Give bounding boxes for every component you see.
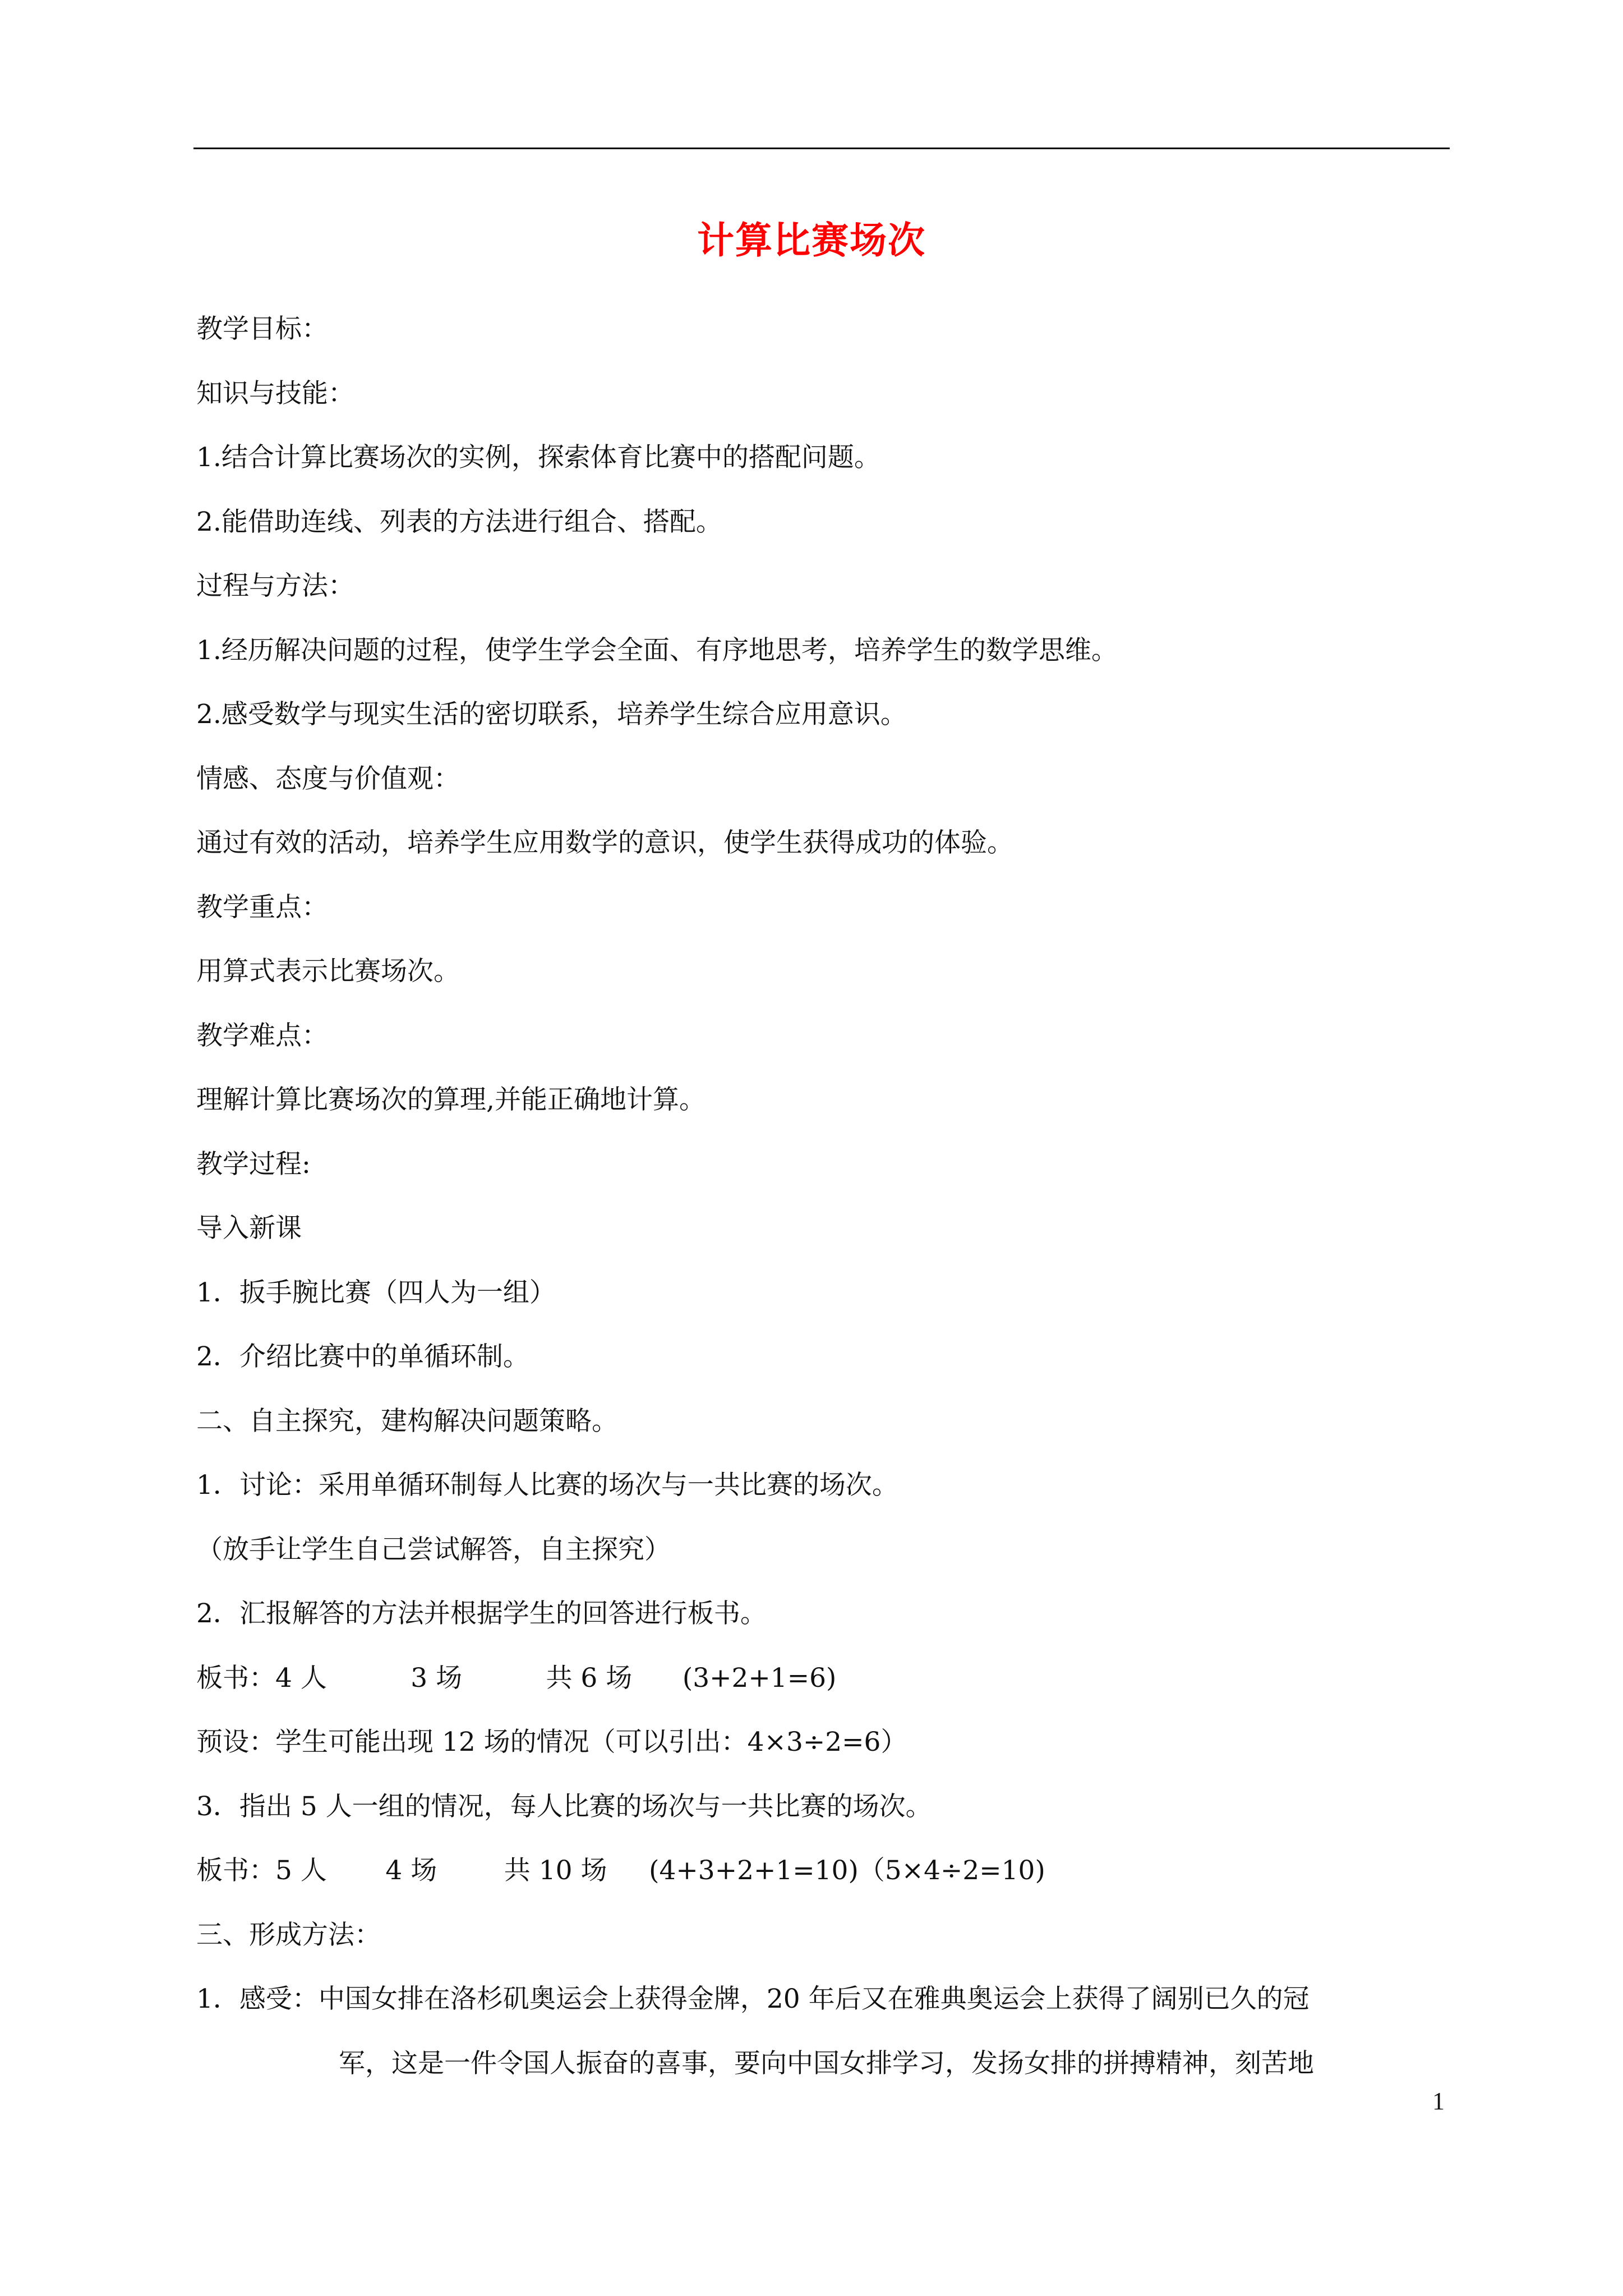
paragraph: 1．感受：中国女排在洛杉矶奥运会上获得金牌，20 年后又在雅典奥运会上获得了阔别已久的冠 (196, 1984, 1310, 2014)
section-heading: 教学重点： (196, 891, 328, 923)
sub-heading: 知识与技能： (196, 378, 354, 409)
paragraph: 2.感受数学与现实生活的密切联系，培养学生综合应用意识。 (196, 699, 907, 730)
sub-heading: 三、形成方法： (196, 1919, 381, 1950)
document-title: 计算比赛场次 (697, 218, 926, 262)
section-heading: 教学目标： (196, 314, 328, 344)
sub-heading: 过程与方法： (196, 570, 354, 601)
paragraph: 1．扳手腕比赛（四人为一组） (196, 1277, 556, 1308)
paragraph-continuation: 军，这是一件令国人振奋的喜事，要向中国女排学习，发扬女排的拼搏精神，刻苦地 (339, 2047, 1314, 2079)
paragraph: 2．汇报解答的方法并根据学生的回答进行板书。 (196, 1598, 767, 1629)
board-note: 板书：4 人 3 场 共 6 场 (3+2+1=6) (196, 1662, 837, 1694)
paragraph: 1.结合计算比赛场次的实例，探索体育比赛中的搭配问题。 (196, 442, 880, 473)
paragraph: 1．讨论：采用单循环制每人比赛的场次与一共比赛的场次。 (196, 1470, 898, 1501)
paragraph: 2．介绍比赛中的单循环制。 (196, 1341, 529, 1372)
paragraph: 3．指出 5 人一组的情况，每人比赛的场次与一共比赛的场次。 (196, 1791, 932, 1822)
paragraph: （放手让学生自己尝试解答，自主探究） (196, 1534, 671, 1565)
paragraph: 2.能借助连线、列表的方法进行组合、搭配。 (196, 506, 722, 537)
sub-heading: 导入新课 (196, 1213, 302, 1244)
section-heading: 教学难点： (196, 1020, 328, 1051)
board-note: 板书：5 人 4 场 共 10 场 (4+3+2+1=10)（5×4÷2=10) (196, 1855, 1045, 1886)
paragraph: 用算式表示比赛场次。 (196, 956, 460, 987)
paragraph: 1.经历解决问题的过程，使学生学会全面、有序地思考，培养学生的数学思维。 (196, 634, 1118, 666)
paragraph: 预设：学生可能出现 12 场的情况（可以引出：4×3÷2=6） (196, 1727, 907, 1757)
paragraph: 理解计算比赛场次的算理,并能正确地计算。 (196, 1084, 706, 1115)
sub-heading: 二、自主探究，建构解决问题策略。 (196, 1405, 618, 1437)
sub-heading: 情感、态度与价值观： (196, 763, 460, 794)
page-number: 1 (1432, 2087, 1445, 2115)
document-body (196, 297, 1458, 2096)
paragraph: 通过有效的活动，培养学生应用数学的意识，使学生获得成功的体验。 (196, 827, 1013, 858)
section-heading: 教学过程: (196, 1148, 311, 1180)
header-rule (193, 148, 1450, 149)
